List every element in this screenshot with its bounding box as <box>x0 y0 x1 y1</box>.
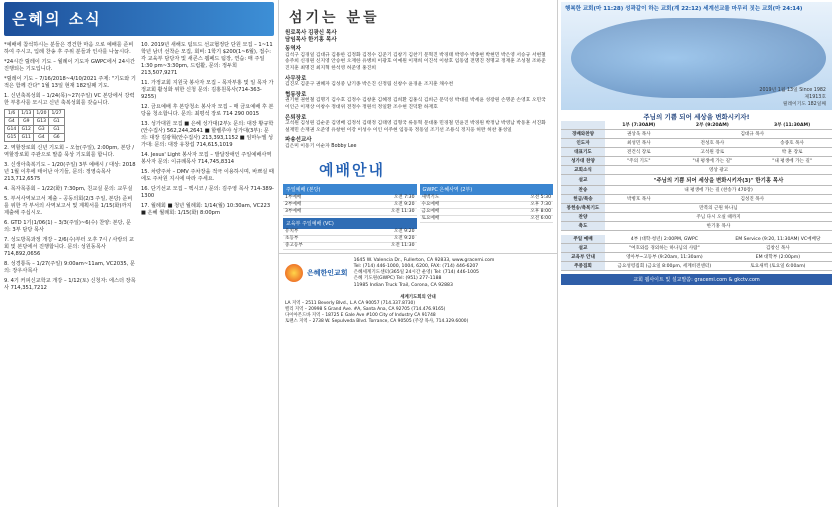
order-cell: 영상 광고 <box>605 166 832 175</box>
order-column <box>558 0 835 507</box>
table-cell: G6 <box>49 134 64 142</box>
row-time: 오전 6:00 <box>530 215 551 221</box>
address-block <box>279 253 557 293</box>
news-item: 11. 가정교회 지원국 봉사자 모집 – 목자부홍 및 일 목자 가정교회 활성화 위한 신청 문의: 김홍원목사(714-363-9255) <box>141 80 274 100</box>
table-cell: G4 <box>34 134 49 142</box>
news-column <box>0 0 278 507</box>
order-cell: 주님 다시 오실 때까지 <box>605 213 832 222</box>
row-time: 오전 9:20 <box>393 228 415 234</box>
row-time: 오전 9:20 <box>393 201 415 207</box>
worship-guide <box>279 157 557 250</box>
news-item: 8. 성경통독 – 1/27(주일) 9:00am~11am, VC2035, 문의: 장우사목사 <box>4 261 135 274</box>
news-item: 5. 부서사역보고서 제출 – 공동의회(2/3 주일, 본당) 준비를 위한 각 부서의 사역보고서 및 계획서를 1/15(화)까지 제출해 주십시오. <box>4 196 133 216</box>
staff-column <box>278 0 558 507</box>
order-table <box>561 121 832 231</box>
order-label: 경배와찬양 <box>561 130 605 139</box>
order-cell: 박 훈 장로 <box>752 148 832 157</box>
row-time: 오전 9:20 <box>393 235 415 241</box>
location-item: 밸리 지역 – 20998 S Grand Ave. #A, Santa Ana, CA 92705 (714.476.9165) <box>285 306 446 312</box>
row-label: 유치부 <box>285 228 299 234</box>
news-left <box>4 39 137 292</box>
worship-left <box>283 182 417 250</box>
table-row <box>283 195 417 202</box>
order-cell: 4부 (대학·청년) 2:00PM, GWPC <box>605 235 724 244</box>
sunday-head: 주일예배 (본당) <box>283 184 417 195</box>
news-item: *릴레이 기도 – 7/16/2018~4/10/2021 주제: "기도와 기적은 함께 간다" 1월 13일 현재 182일째 기도. <box>4 76 136 89</box>
order-cell: 전성호 목사 <box>673 139 753 148</box>
locations-block <box>279 293 557 327</box>
table-row <box>561 195 832 204</box>
row-time: 오전 11:30 <box>390 208 415 214</box>
news-item: 12. 금요예배 후 본당청소 봉사자 모집 – 매 금요예배 후 본당을 청소합니다. 문의: 최평석 장로 714 290 0015 <box>141 104 274 117</box>
address-line: 11985 Indian Truck Trail, Corona, CA 92883 <box>353 282 453 288</box>
table-row <box>561 222 832 231</box>
worship-title: 예배안내 <box>319 160 385 179</box>
service-head: 3부 (11:30AM) <box>752 121 832 130</box>
table-row <box>561 235 832 244</box>
location-item: LA 지역 – 2511 Beverly Blvd., L.A CA 90057 (714.337.8730) <box>285 300 416 306</box>
order-cell: 송종호 목사 <box>752 139 832 148</box>
order-cell: 내 평생에 가는 길 (찬송가 470장) <box>605 186 832 195</box>
row-label: 1부예배 <box>285 194 302 200</box>
table-row <box>420 195 554 202</box>
table-row <box>420 202 554 209</box>
order-label: 찬양 <box>561 213 605 222</box>
row-label: 수요예배 <box>421 201 440 207</box>
news-item: 3. 신생아축복기도 – 1/20(주일) 3부 예배시 / 대상: 2018년 1월 이후에 태어난 아기들, 문의: 정영숙목사 213,712,6575 <box>4 162 136 182</box>
row-time: 오후 8:00 <box>530 208 551 214</box>
senior-pastor: 원로목사 김광신 목사 <box>285 30 337 36</box>
order-cell: "내 평생에 가는 길" <box>673 157 753 166</box>
news-item: 7. 성도방목과정 개강 – 2/6(수)부터 오후 7시 / 사랑의 교회 및 본당에서 진행합니다. 문의: 성원동목사 714,892,0656 <box>4 237 135 257</box>
news-item: *예배에 참석하시는 분들은 경건한 마음 으로 예배를 준비하여 주시고, 입례 찬송 후 주위 분들과 인사를 나눕시다. <box>4 42 134 55</box>
order-cell: 만복의 근원 하나님 <box>605 204 832 213</box>
section-text: 권기현 권헌철 김명기 김수호 김정수 김창훈 김혜정 김희환 김홍식 김희근 문덕성 박대길 박세윤 성장원 손명준 손영호 오민국 이인근 이재상 이창수 정대위 전정수 정원석 정일환 조수현 진덕환 하재호 <box>285 98 546 110</box>
table-cell: G15 <box>5 134 19 142</box>
row-time: 오전 11:30 <box>390 242 415 248</box>
section-text: 김진모 김준구 권혜자 김성중 남기종 박은진 신정림 신창수 윤경윤 조지훈 채수천 <box>285 82 454 88</box>
order-label: 축도 <box>561 222 605 231</box>
table-row <box>283 236 417 243</box>
section-heading: 동역자 <box>285 46 301 53</box>
news-item: *24시간 릴레이 기도 – 월례이 기도자 GWPC에서 24시간 진행되는 기도입니다. <box>4 59 136 72</box>
table-row <box>283 229 417 236</box>
table-cell: G9 <box>19 118 34 126</box>
order-label: 교회소식 <box>561 166 605 175</box>
row-label: 새벽기도 <box>421 194 440 200</box>
section-text: 김석구 김경일 김대규 김용한 김정화 김정수 김준기 김창기 김찬기 문혁진 박경태 박영수 박종현 박현민 박은영 서승규 서현철 송주희 신경원 신지영 안승현 오재한 유병희 이광호 이예원 이재희 이진석 이창호 임동엽 전명진 정명교 정재훈 조성철 조하준 진지훈 최명진 최지혁 한석영 허준영 홍진희 <box>285 52 546 71</box>
table-row <box>561 148 832 157</box>
order-cell: 권상욱 목사 <box>605 130 673 139</box>
order-cell: EM Service (9:20, 11:30AM) VC예배당 <box>724 235 832 244</box>
order-label: 인도자 <box>561 139 605 148</box>
order-cell: 한기홍 목사 <box>605 222 832 231</box>
order-label: 성가대 찬양 <box>561 157 605 166</box>
table-cell: G13 <box>34 118 49 126</box>
table-row <box>561 186 832 195</box>
church-slogan: 행복한 교회(마 11:28) 성곽같이 하는 교회(계 22:12) 세계선교를 마무리 짓는 교회(마 24:14) <box>565 6 803 12</box>
order-cell: "내 평생에 가는 길" <box>752 157 832 166</box>
news-item: 9. 4기 커피신교학교 개강 – 1/12(토) 신청자: 에스더 장목사 714,351,7212 <box>4 278 136 291</box>
relay-prayer-day: 릴레이기도 182일째 <box>782 102 826 107</box>
table-row <box>561 166 832 175</box>
row-label: 2부예배 <box>285 201 302 207</box>
address-lines <box>354 258 495 289</box>
table-row <box>283 202 417 209</box>
row-label: 토요예배 <box>421 215 440 221</box>
order-cell: 김대규 목사 <box>673 130 832 139</box>
table-cell: G1 <box>49 126 64 134</box>
row-label: 중고등부 <box>285 242 303 248</box>
order-cell: 영아부~고등부 (9:20am, 11:30am) <box>605 253 724 262</box>
table-head: 1/13 <box>19 110 34 118</box>
order-label: 대표기도 <box>561 148 605 157</box>
service-head: 2부 (9:20AM) <box>673 121 753 130</box>
church-logo-icon <box>285 264 303 282</box>
row-time: 오전 5:30 <box>530 194 551 200</box>
news-item: 16. 단기선교 모집 – 멕시코 / 문의: 김주영 목사 714-389-1300 <box>141 186 274 199</box>
row-time: 오전 7:30 <box>393 194 415 200</box>
table-row <box>561 157 832 166</box>
worship-right <box>420 182 554 250</box>
address-row <box>285 258 551 289</box>
staff-list <box>285 30 551 151</box>
row-label: 초등부 <box>285 235 299 241</box>
order-label: 주일 예배 <box>561 235 605 244</box>
table-row <box>561 204 832 213</box>
order-cell: "여호와를 경외하는 하나님의 사람" <box>605 244 724 253</box>
order-label: 주중집회 <box>561 262 605 271</box>
table-head: 1/6 <box>5 110 19 118</box>
table-cell: G11 <box>19 134 34 142</box>
news-item: 15. 차량주차 – DMV 주차장을 적극 이용하시며, 바쁘실 때에도 주차원 지시에 따라 주세요. <box>141 169 274 182</box>
table-cell: G12 <box>19 126 34 134</box>
news-item: 2. 역할장로회 신년 기도회 – 오늘(주일), 2:00pm, 본당 / 역할장로회 주관으로 말씀 묵상 기도회를 합니다. <box>4 145 135 158</box>
table-head: 1/20 <box>34 110 49 118</box>
order-cell: 금요성령집회 (금요일 8:00pm, 세계비전센터) <box>605 262 724 271</box>
order-label: 헌금/특송 <box>561 195 605 204</box>
table-row <box>561 139 832 148</box>
news-item: 6. GTD 1기(1/06(1) – 3/3(주일)~6(수) 찬양: 본당, 문의: 3부 담당 목사 <box>4 220 131 233</box>
row-label: 금요예배 <box>421 208 440 214</box>
news-item: 14. Jesus' Light 봉사자 모집 – 발달장애인 주일예배사역 봉사자 문의: 이규례목사 714,745,8314 <box>141 152 272 165</box>
church-logo <box>285 258 348 289</box>
order-cell: "주의 기도" <box>605 157 673 166</box>
service-head: 1부 (7:30AM) <box>605 121 673 130</box>
order-cell: 토요새벽 (토요일 6:00am) <box>724 262 832 271</box>
order-cell: 최성민 목사 <box>605 139 673 148</box>
website-footer: 교회 웹사이트 및 설교말씀: gracemi.com & gkctv.com <box>561 274 832 285</box>
table-cell: G1 <box>49 118 64 126</box>
sermon-title: "주님의 기쁨 되어 세상을 변화시키자(3)" 한기홍 목사 <box>605 175 832 186</box>
table-row <box>420 216 554 223</box>
section-text: 김은미 이동기 이순자 Bobby Lee <box>285 143 357 149</box>
order-cell: 김창신 목사 <box>724 244 832 253</box>
news-right <box>141 39 274 292</box>
table-row <box>561 175 832 186</box>
table-cell: G3 <box>34 126 49 134</box>
order-label: 찬송 <box>561 186 605 195</box>
order-label: 봉헌송/축복기도 <box>561 204 605 213</box>
table-row <box>561 213 832 222</box>
section-heading: 협동장로 <box>285 91 307 98</box>
order-cell: 전건식 장로 <box>605 148 673 157</box>
news-item: 17. 월례회 ■ 청년 월례회: 1/14(월) 10:30am, VC223 ■ 은혜 월례회: 1/15(화) 8:00pm <box>141 203 271 216</box>
news-title: 은혜의 소식 <box>4 2 274 36</box>
table-cell: G14 <box>5 126 19 134</box>
order-blank <box>561 121 605 130</box>
table-row <box>561 244 832 253</box>
table-head: 1/27 <box>49 110 64 118</box>
order-cell: EM 대학부 (2:00pm) <box>724 253 832 262</box>
youth-head: 교육부 주일예배 (VC) <box>283 218 417 229</box>
news-item: 1. 신년축복성회 – 1/24(목)~27(주일) VC 본당에서 강력한 부흥사를 모시고 신년 축복성회를 갖습니다. <box>4 93 135 106</box>
issue-info <box>759 86 826 107</box>
location-item: 다이아몬드바 지역 – 18725 E Gale Ave #100 City of Industry CA 91748 <box>285 312 436 318</box>
order-cell: 박병호 목사 <box>605 195 673 204</box>
staff-title: 섬기는 분들 <box>289 10 380 26</box>
table-row <box>561 130 832 139</box>
locations-head: 세계기도회의 안내 <box>400 294 436 300</box>
news-item: 10. 2019년 새해도 팀트드 선교협정단 단원 모집 – 1~11학년 남녀 선착순 모집, 회비: 1학기 $200(1~6월), 접수: 각 교육부 담당자 및 새콘스 웹페드 팀장, 연습: 매 주일 1:30 pm~3:30pm, 드럼활, 문의: 정두희 213,507,9271 <box>141 42 273 76</box>
section-heading: 사무장로 <box>285 75 307 82</box>
location-item: 토랜스 지역 – 2738 W. Sepulveda Blvd. Torrance, CA 90505 (주장 목사, 714.329.6000) <box>285 318 469 324</box>
section-heading: 파송선교사 <box>285 137 312 144</box>
order-cell: 고석원 장로 <box>673 148 753 157</box>
lead-pastor: 담임목사 한기홍 목사 <box>285 36 337 43</box>
world-banner <box>561 2 832 110</box>
order-cell: 김성진 목사 <box>673 195 832 204</box>
table-row <box>561 262 832 271</box>
table-row <box>420 209 554 216</box>
address-line: 은혜 기도원(GWPC) Tel: (951) 277-1188 <box>353 276 442 282</box>
address-line: 1645 W. Valencia Dr., Fullerton, CA 92833, www.gracemi.com <box>353 257 495 263</box>
news-item: 13. 성가대원 모집 ■ 은혜 성가대(2부): 문의: 대장 황규학(안수집사) 562,244,2641 ■ 할렐루야 성가대(3부): 문의: 대장 김광혁(안수집사) 213,393,1152 ■ 임마누엘 성가대: 문의: 대장 유창섭 714,615,1019 <box>141 121 274 148</box>
row-time: 오후 7:30 <box>530 201 551 207</box>
table-row <box>283 209 417 216</box>
issue-date: 2019년 1월 13일 Since 1982 <box>759 88 826 93</box>
order-label: 설교 <box>561 175 605 186</box>
table-cell: G4 <box>5 118 19 126</box>
news-body <box>4 39 274 292</box>
order-label: 설교 <box>561 244 605 253</box>
english-table <box>561 235 832 271</box>
section-text: 고석원 김성원 김순준 김영배 김정석 김태정 김태영 김형국 류동혁 문대홍 민경철 민윤진 박경원 박정남 박영남 박동훈 서진화 설재민 손재권 오준영 유창현 이강 이성수 이인 이주현 임동욱 정동일 조기선 조용식 정지웅 허완 허찬 홍성일 <box>285 121 546 133</box>
section-heading: 은퇴장로 <box>285 114 307 121</box>
worship-table <box>279 182 557 250</box>
gwpc-head: GWPC 은혜사역 (2부) <box>420 184 554 195</box>
row-label: 3부예배 <box>285 208 302 214</box>
address-line: Tel: (714) 446-1000, 1004, 6200, FAX: (714) 446-6207 <box>353 263 479 269</box>
order-label: 교육부 안내 <box>561 253 605 262</box>
church-name: 은혜한인교회 <box>307 269 348 278</box>
table-row <box>561 253 832 262</box>
issue-volume: 제1913호 <box>804 95 826 100</box>
theme-title: 주님의 기쁨 되어 세상을 변화시키자! <box>643 113 750 121</box>
news-item: 4. 목자목종회 – 1/22(화) 7:30pm, 친교실 문의: 교무실 <box>4 186 133 192</box>
schedule-table <box>4 109 65 142</box>
table-row <box>283 243 417 250</box>
address-line: 은혜세계기도센터(365일 24시간 운영) Tel: (714) 446-1005 <box>353 270 479 276</box>
